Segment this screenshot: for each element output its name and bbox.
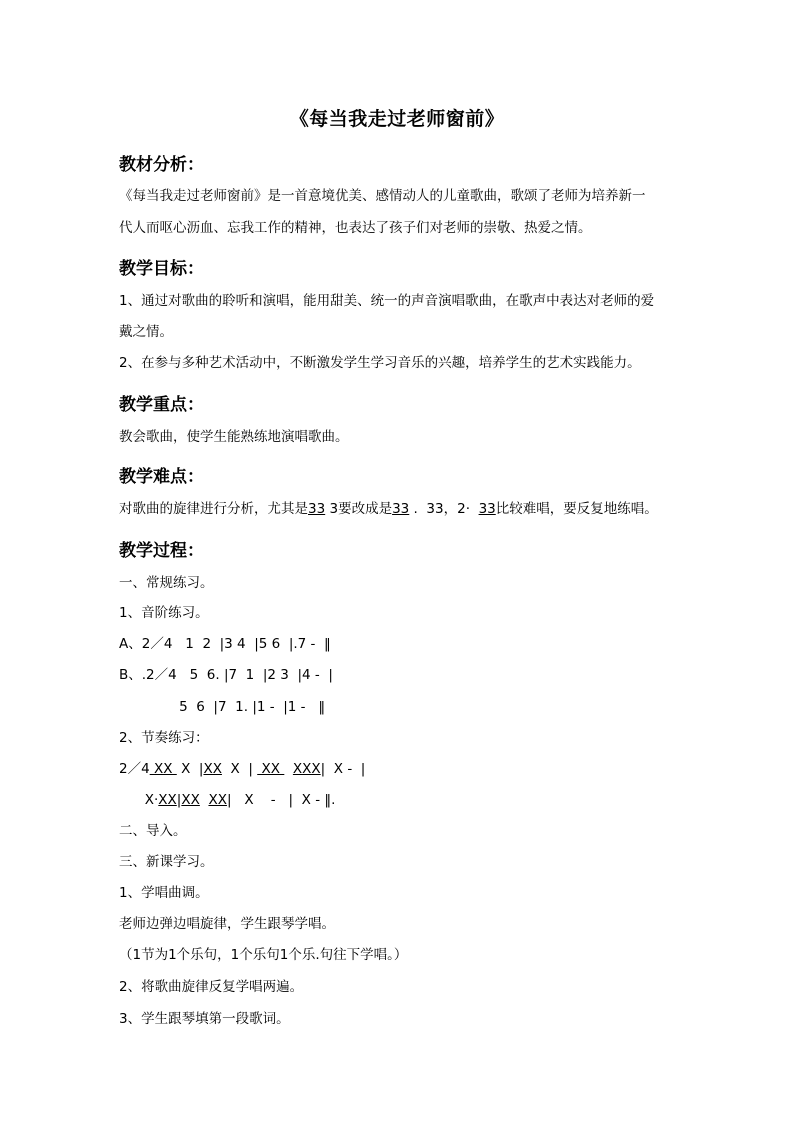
page-title: 《每当我走过老师窗前》 [289,108,505,130]
process-line-1: 一、常规练习。 [119,575,214,591]
process-line-new-lesson: 三、新课学习。 [119,854,214,870]
rhythm-1-f: XX [257,761,285,777]
difficulty-mid-2: . 33，2· [409,501,479,517]
process-line-phrase-note: （1节为1个乐句，1个乐句1个乐.句往下学唱。） [119,947,408,963]
notation-33-b: 33 [392,501,410,517]
heading-difficulty: 教学难点： [119,467,204,487]
process-line-repeat: 2、将歌曲旋律反复学唱两遍。 [119,979,304,995]
rhythm-line-2 [119,791,335,809]
rhythm-2-c: | [176,792,182,808]
scale-exercise-b: B、.2／4 5 6. |7 1 |2 3 |4 - | [119,667,333,683]
notation-33-c: 33 [478,501,496,517]
rhythm-2-d: XX [181,792,200,808]
rhythm-1-e: X | [221,761,258,777]
rhythm-1-b: XX [149,761,177,777]
heading-goals: 教学目标： [119,259,204,279]
goal-item-1-line-1: 1、通过对歌曲的聆听和演唱，能用甜美、统一的声音演唱歌曲，在歌声中表达对老师的爱 [119,293,655,309]
rhythm-1-h: XXX [292,761,321,777]
rhythm-2-b: XX [158,792,177,808]
process-line-rhythm: 2、节奏练习： [119,730,209,746]
process-line-learn-tune: 1、学唱曲调。 [119,885,209,901]
rhythm-line-1 [119,760,365,778]
analysis-text-1: 《每当我走过老师窗前》是一首意境优美、感情动人的儿童歌曲，歌颂了老师为培养新一 [119,188,646,204]
goal-item-2: 2、在参与多种艺术活动中，不断激发学生学习音乐的兴趣，培养学生的艺术实践能力。 [119,355,641,371]
rhythm-2-a: X· [119,792,159,808]
notation-33-a: 33 [308,501,326,517]
difficulty-text [119,500,658,518]
process-line-teacher: 老师边弹边唱旋律，学生跟琴学唱。 [119,916,335,932]
difficulty-post: 比较难唱，要反复地练唱。 [495,501,658,517]
process-line-intro: 二、导入。 [119,823,187,839]
scale-exercise-a: A、2／4 1 2 |3 4 |5 6 |.7 - ‖ [119,636,331,652]
key-points-text: 教会歌曲，使学生能熟练地演唱歌曲。 [119,429,349,445]
goal-item-1-line-2: 戴之情。 [119,324,173,340]
rhythm-1-a: 2／4 [119,761,150,777]
rhythm-1-i: | X - | [320,761,366,777]
process-line-lyrics: 3、学生跟琴填第一段歌词。 [119,1011,290,1027]
analysis-text-2: 代人而呕心沥血、忘我工作的精神，也表达了孩子们对老师的崇敬、热爱之情。 [119,220,592,236]
difficulty-pre: 对歌曲的旋律进行分析，尤其是 [119,501,308,517]
rhythm-1-d: XX [203,761,222,777]
rhythm-1-c: X | [176,761,204,777]
rhythm-2-f: XX [208,792,227,808]
heading-analysis: 教材分析： [119,155,204,175]
scale-exercise-b-2: 5 6 |7 1. |1 - |1 - ‖ [119,699,326,715]
heading-key-points: 教学重点： [119,395,204,415]
rhythm-2-g: | X - | X - ‖. [226,792,336,808]
heading-process: 教学过程： [119,541,204,561]
difficulty-mid-1: 3要改成是 [325,501,393,517]
rhythm-1-g [284,761,293,777]
process-line-2: 1、音阶练习。 [119,605,209,621]
